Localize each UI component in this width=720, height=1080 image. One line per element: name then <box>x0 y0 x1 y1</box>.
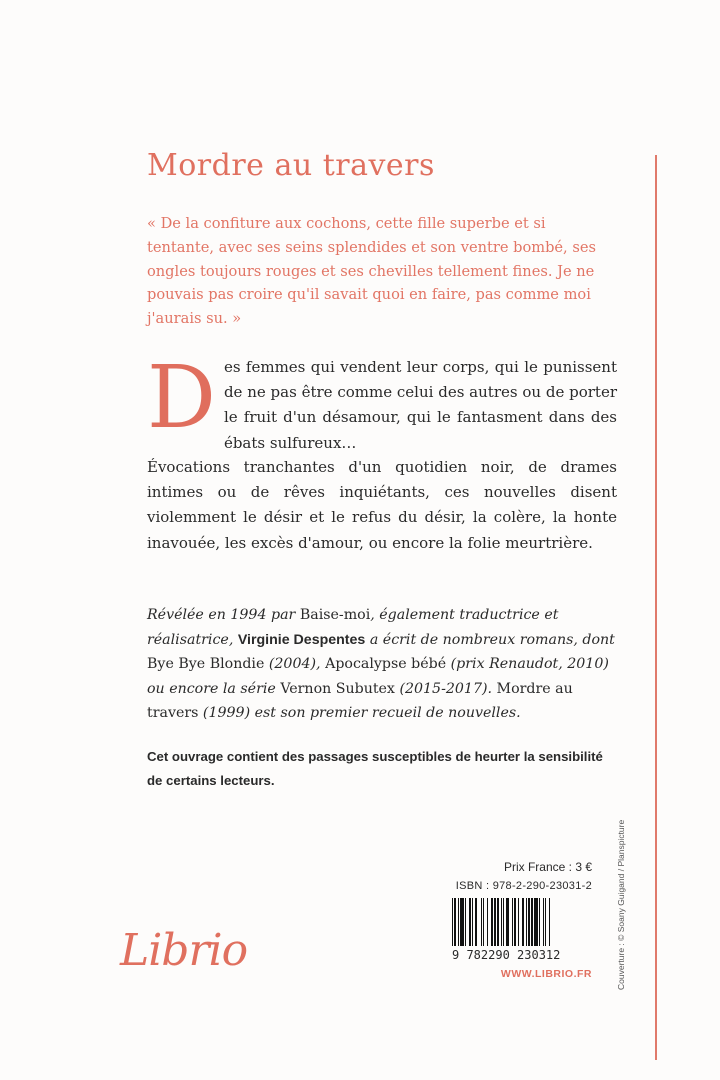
summary-paragraph-1-text: es femmes qui vendent leur corps, qui le punissent de ne pas être comme celui des autres ou de porter le fruit d'un désamour, qui le fantasment dans des ébats sulfureux… <box>223 358 617 452</box>
bio-text: a écrit de nombreux romans, dont <box>365 631 615 648</box>
bio-work-title: Vernon Subutex <box>280 680 395 697</box>
bio-text: (2004), <box>264 656 326 673</box>
summary-paragraph-1 <box>147 348 617 456</box>
accent-rule <box>655 155 657 1060</box>
bio-text: (prix Renaudot, 2010) ou encore la série <box>147 656 609 697</box>
bio-text: , également traductrice et réalisatrice, <box>147 607 559 648</box>
barcode <box>452 898 590 946</box>
bio-work-title: Bye Bye Blondie <box>147 656 265 673</box>
book-title: Mordre au travers <box>147 148 435 183</box>
isbn-label: ISBN : 978-2-290-23031-2 <box>455 880 592 892</box>
summary-paragraph-2: Évocations tranchantes d'un quotidien noir, de drames intimes ou de rêves inquiétants, ces nouvelles disent violemment le désir et le refus du désir, la colère, la honte inavouée, les excès d'amour, ou encore la folie meurtrière. <box>147 458 617 552</box>
barcode-bar <box>550 898 551 946</box>
cover-credit: Couverture : © Soany Guigand / Planspicture <box>616 819 626 990</box>
bio-work-title: Mordre au travers <box>147 680 573 722</box>
author-bio <box>147 603 617 726</box>
bio-text: (1999) est son premier recueil de nouvelles. <box>198 705 521 722</box>
drop-cap: D <box>147 348 216 448</box>
bio-text: Révélée en 1994 par <box>147 607 300 623</box>
price-label: Prix France : 3 € <box>503 860 592 874</box>
content-warning: Cet ouvrage contient des passages susceptibles de heurter la sensibilité de certains lecteurs. <box>147 749 603 788</box>
excerpt-quote: « De la confiture aux cochons, cette fille superbe et si tentante, avec ses seins splendides et son ventre bombé, ses ongles toujours rouges et ses chevilles tellement fines. Je ne pouvais pas croire qu'il savait quoi en faire, pas comme moi j'aurais su. » <box>147 215 596 328</box>
bio-work-title: Baise-moi <box>299 607 371 623</box>
bio-text: (2015-2017). <box>394 680 497 697</box>
barcode-block <box>452 860 592 980</box>
bio-work-title: Apocalypse bébé <box>325 656 447 673</box>
barcode-digits: 9 782290 230312 <box>452 948 561 962</box>
publisher-logo: Librio <box>120 925 248 976</box>
author-name: Virginie Despentes <box>237 631 366 648</box>
publisher-website: WWW.LIBRIO.FR <box>500 968 592 980</box>
